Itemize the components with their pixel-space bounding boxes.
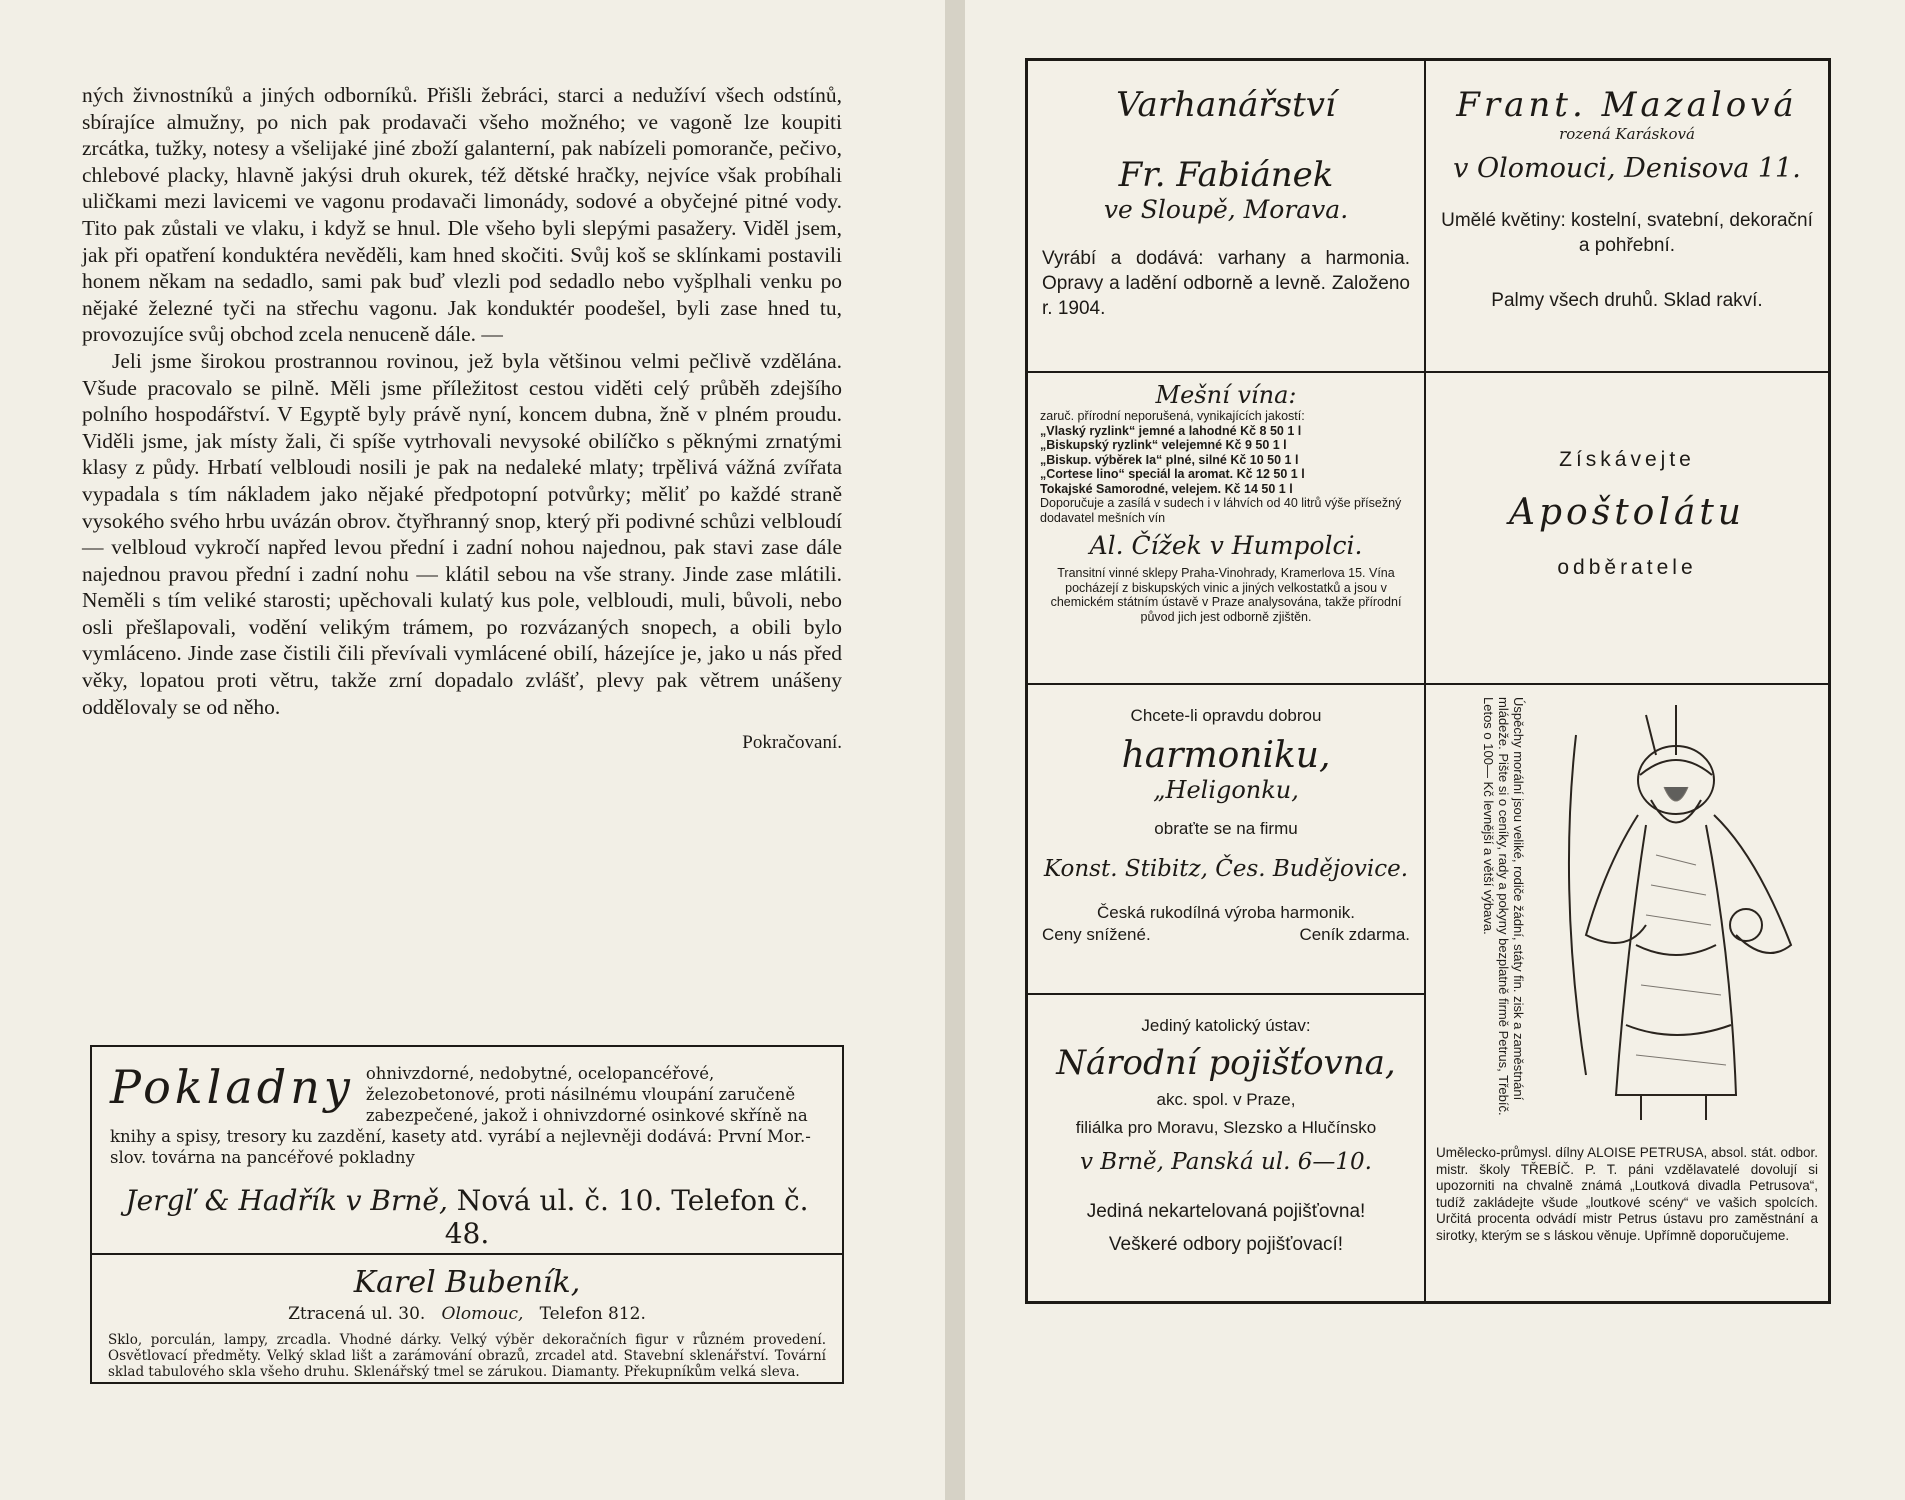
ad-harmonika-firm: Konst. Stibitz, Čes. Budějovice. bbox=[1043, 856, 1409, 882]
ad-vina-item: „Vlaský ryzlink“ jemné a lahodné Kč 8 50 1 l bbox=[1040, 423, 1302, 438]
ad-mesni-vina bbox=[1028, 373, 1424, 683]
ad-pojistovna-line5: Jediná nekartelovaná pojišťovna! bbox=[1086, 1201, 1366, 1222]
ad-mazalova-text2: Palmy všech druhů. Sklad rakví. bbox=[1491, 290, 1763, 311]
ad-vina-note: Doporučuje a zasílá v sudech i v láhvích od 40 litrů výše přísežný dodavatel mešních vín bbox=[1040, 496, 1402, 525]
ad-mazalova bbox=[1426, 61, 1828, 371]
article-paragraph: Jeli jsme širokou prostrannou rovinou, jež byla většinou velmi pečlivě vzdělána. Všude pracovalo se pilně. Měli jsme příležitost cestou viděti celý průběh zdejšího polního hospodářství. V Egyptě byly právě nyní, koncem dubna, žně v plném proudu. Viděli jsme, jak místy žali, či spíše vytrhovali nevysoké obilíčko s pěknými zrnatými klasy z půdy. Hrbatí velbloudi nosili je pak na nedaleké mlaty; trpělivá vážná zvířata vypadala s tím nákladem jako nějaké předpotopní potvůrky; měliť po každé straně vysokého svého hrbu uvázán obrov. čtyřhranný snop, který při podivné schůzi velbloudí — velbloud vykročí napřed levou přední i zadní nohou najednou, pak stavi zase dále najednou pravou přední i zadní nohu — klátil sebou na vše strany. Jinde zase mlátili. Neměli s tím veliké starosti; upěchovali kulatý kus pole, velbloudi, muli, bůvoli, nebo osli přešlapovali, vodění velikým trámem, po rozvázaných snopech, a obili bylo vymláceno. Jinde zase čistili čili převívali vymlácené obilí, házejíce je, jako u nás před věky, lopatou proti větru, takže zrní dopadalo zvlášť, plevy pak větrem unášeny oddělovaly se od něho. bbox=[82, 348, 842, 719]
ad-varhanarstvi bbox=[1028, 61, 1424, 371]
ad-vina-intro: zaruč. přírodní neporušená, vynikajících jakostí: bbox=[1040, 409, 1305, 423]
ad-harmonika bbox=[1028, 685, 1424, 993]
ad-harmonika-line3: Česká rukodílná výroba harmonik. bbox=[1097, 903, 1355, 922]
ad-bubenik-phone: Telefon 812. bbox=[539, 1304, 646, 1324]
ad-pokladny-text: ohnivzdorné, nedobytné, ocelopancéřové, železobetonové, proti násilnému vloupání zaručeně zabezpečené, jakož i ohnivzdorné osinkové skříně na knihy a spisy, tresory ku zazdění, kasety atd. vyrábí a nejlevněji dodává: První Mor.-slov. továrna na pancéřové pokladny bbox=[110, 1064, 811, 1167]
ad-apostolat-title: Apoštolátu bbox=[1509, 492, 1745, 533]
ad-mazalova-place: v Olomouci, Denisova 11. bbox=[1453, 153, 1801, 184]
ad-vina-item: „Cortese lino“ speciál la aromat. Kč 12 50 1 l bbox=[1040, 467, 1305, 481]
ad-harmonika-line2: obraťte se na firmu bbox=[1154, 819, 1298, 838]
ad-mazalova-name: Frant. Mazalová bbox=[1456, 85, 1798, 125]
continued-note: Pokračovaní. bbox=[742, 732, 842, 754]
ad-mazalova-born: rozená Karásková bbox=[1559, 125, 1695, 143]
ad-bubenik-city: Olomouc, bbox=[441, 1304, 524, 1324]
ad-pojistovna-title: Národní pojišťovna, bbox=[1056, 1043, 1396, 1083]
ad-vina-title: Mešní vína: bbox=[1155, 381, 1297, 409]
article-text bbox=[82, 82, 842, 757]
ad-pojistovna-line2: akc. spol. v Praze, bbox=[1156, 1090, 1296, 1109]
ad-varhanarstvi-text: Vyrábí a dodává: varhany a harmonia. Opravy a ladění odborně a levně. Založeno r. 1904. bbox=[1042, 248, 1410, 319]
ad-pokladny bbox=[90, 1045, 844, 1384]
ad-vina-firm: Al. Čížek v Humpolci. bbox=[1089, 531, 1363, 560]
ad-pokladny-title: Pokladny bbox=[110, 1060, 354, 1114]
ad-pojistovna-line6: Veškeré odbory pojišťovací! bbox=[1108, 1234, 1344, 1255]
ad-vina-footer: Transitní vinné sklepy Praha-Vinohrady, Kramerlova 15. Vína pocházejí z biskupských vinic a jiných velkostatků a jsou v chemickém státním ústavě v Praze analysována, takže přírodní původ jich jest odborně zjištěn. bbox=[1050, 566, 1402, 624]
ad-petrus-vertical-text: Úspěchy morální jsou veliké, rodiče žádní, státy fin. zisk a zaměstnání mládeže. Pište si o ceníky, rady a pokyny bezplatně firmě Petrus, Třebíč. Letos o 100— Kč levnější a větší výbava. bbox=[1481, 697, 1526, 1116]
ad-varhanarstvi-title: Varhanářství bbox=[1116, 85, 1336, 125]
book-gutter bbox=[945, 0, 965, 1500]
ad-grid bbox=[1025, 58, 1831, 1304]
ad-pojistovna-line4: v Brně, Panská ul. 6—10. bbox=[1080, 1149, 1372, 1175]
ad-varhanarstvi-name: Fr. Fabiánek bbox=[1118, 155, 1334, 195]
ad-vina-item: „Biskupský ryzlink“ velejemné Kč 9 50 1 l bbox=[1040, 438, 1287, 452]
ad-bubenik bbox=[92, 1255, 842, 1390]
ad-petrus bbox=[1426, 685, 1828, 1301]
ad-pojistovna-line3: filiálka pro Moravu, Slezsko a Hlučínsko bbox=[1075, 1118, 1377, 1137]
ad-bubenik-name: Karel Bubeník, bbox=[353, 1265, 581, 1300]
ad-harmonika-catalog: Ceník zdarma. bbox=[1299, 925, 1410, 944]
ad-pojistovna bbox=[1028, 995, 1424, 1301]
ad-pojistovna-line1: Jediný katolický ústav: bbox=[1141, 1016, 1311, 1035]
ad-apostolat-line2: odběratele bbox=[1557, 556, 1697, 579]
article-paragraph: ných živnostníků a jiných odborníků. Přišli žebráci, starci a nedužíví všech odstínů, sbírajíce almužny, po nich pak prodavači všeho možného; ve vagoně lze koupiti zrcátka, tužky, notesy a všelijaké jiné zboží galanterní, pak nabízeli pomoranče, pečivo, chlebové placky, hlavně jakýsi druh okurek, též dětské hračky, nejvíce však probíhali uličkami mezi lavicemi ve vagonu prodavači limonády, sodové a obyčejné pitné vody. Tito pak zůstali ve vlaku, i když se hnul. Dle všeho byli slepými pasažery. Viděl jsem, jak při opatření konduktéra nevěděli, kam hned skočiti. Svůj koš se sklínkami postavili honem někam na sedadlo, sami pak buď vlezli pod sedadlo nebo vyšplhali venku po nějaké železné tyči na střechu vagonu. Jak konduktér poodešel, byli zase hned tu, provozujíce svůj obchod zcela nenuceně dále. — bbox=[82, 83, 842, 347]
ad-harmonika-prices: Ceny snížené. bbox=[1042, 925, 1151, 944]
ad-harmonika-line1: Chcete-li opravdu dobrou bbox=[1130, 706, 1322, 725]
ad-bubenik-text: Sklo, porculán, lampy, zrcadla. Vhodné dárky. Velký výběr dekoračních figur v různém provedení. Osvětlovací předměty. Velký sklad lišt a zarámování obrazů, zrcadel atd. Stavební sklenářství. Tovární sklad tabulového skla všeho druhu. Sklenářský tmel se zárukou. Diamanty. Překupníkům velká sleva. bbox=[108, 1332, 826, 1380]
ad-pokladny-address: Nová ul. č. 10. Telefon č. 48. bbox=[444, 1184, 809, 1250]
ad-pokladny-firm bbox=[110, 1184, 824, 1250]
ad-vina-item: Tokajské Samorodné, velejem. Kč 14 50 1 l bbox=[1040, 481, 1293, 496]
ad-bubenik-street: Ztracená ul. 30. bbox=[288, 1304, 426, 1324]
ad-harmonika-line4 bbox=[1042, 924, 1410, 946]
ad-vina-item: „Biskup. výběrek Ia“ plné, silné Kč 10 50 1 l bbox=[1040, 452, 1299, 467]
ad-harmonika-sub: „Heligonku, bbox=[1153, 776, 1299, 804]
ad-pokladny-firm-name: Jergľ & Hadřík v Brně, bbox=[125, 1184, 448, 1217]
ad-apostolat-line1: Získávejte bbox=[1559, 448, 1695, 471]
ad-varhanarstvi-place: ve Sloupě, Morava. bbox=[1103, 195, 1349, 224]
ad-mazalova-text: Umělé květiny: kostelní, svatební, dekorační a pohřební. bbox=[1441, 210, 1813, 256]
ad-petrus-text: Umělecko-průmysl. dílny ALOISE PETRUSA, absol. stát. odbor. mistr. školy TŘEBÍČ. P. T. páni vzdělavatelé dovolují si upozorniti na chvalně známá „Loutková divadla Petrusova“, tudíž zakládejte všude „loutkové scény“ ve vašich spolcích. Určitá procenta odvádí mistr Petrus ústavu pro zaměstnání a sirotky, kterým se s láskou věnuje. Upřímně doporučujeme. bbox=[1436, 1145, 1818, 1243]
puppet-illustration bbox=[1546, 695, 1816, 1135]
ad-apostolat bbox=[1426, 373, 1828, 683]
ad-harmonika-title: harmoniku, bbox=[1121, 735, 1331, 776]
ad-bubenik-address bbox=[108, 1304, 826, 1324]
